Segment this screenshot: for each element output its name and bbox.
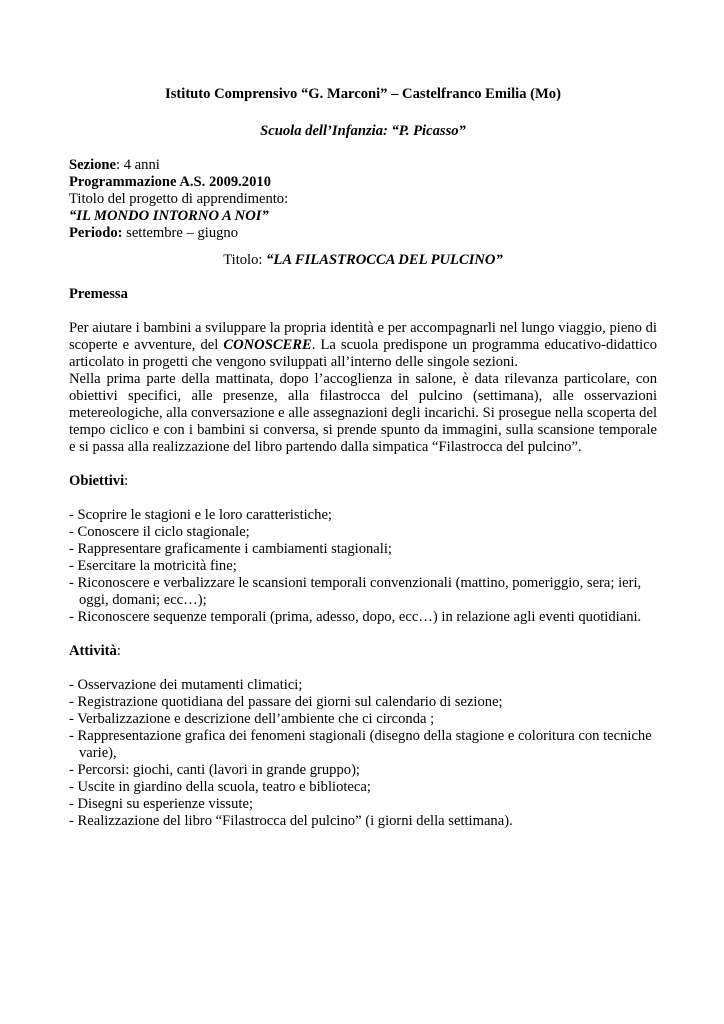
- premessa-p1-after: . La scuola predispone un programma educativo-didattico articolato in progetti che vengono sviluppati all’interno delle singole sezioni.: [69, 337, 658, 370]
- attivita-item: - Osservazione dei mutamenti climatici;: [69, 677, 303, 693]
- sezione-label: Sezione: [69, 157, 117, 173]
- attivita-heading-line: [69, 643, 657, 660]
- institute-heading: Istituto Comprensivo “G. Marconi” – Castelfranco Emilia (Mo): [165, 86, 561, 102]
- obiettivi-colon: :: [124, 473, 129, 489]
- titolo-progetto-label: Titolo del progetto di apprendimento:: [69, 191, 289, 207]
- programmazione-line: Programmazione A.S. 2009.2010: [69, 174, 271, 190]
- school-heading: Scuola dell’Infanzia: “P. Picasso”: [260, 123, 466, 139]
- obiettivo-item: - Conoscere il ciclo stagionale;: [69, 524, 250, 540]
- obiettivo-item: - Esercitare la motricità fine;: [69, 558, 237, 574]
- main-title-value: “LA FILASTROCCA DEL PULCINO”: [266, 252, 503, 268]
- periodo-label: Periodo:: [69, 225, 123, 241]
- attivita-item: - Percorsi: giochi, canti (lavori in grande gruppo);: [69, 762, 360, 778]
- premessa-paragraph-2: Nella prima parte della mattinata, dopo l’accoglienza in salone, è data rilevanza particolare, con obiettivi specifici, alle presenze, alla filastrocca del pulcino (settimana), alle osservazioni metereologiche, alla conversazione e alle assegnazioni degli incarichi. Si prosegue nella scoperta del tempo ciclico e con i bambini si conversa, si prende spunto da immagini, sulla scansione temporale e si passa alla realizzazione del libro partendo dalla simpatica “Filastrocca del pulcino”.: [69, 371, 657, 455]
- obiettivi-list: [69, 507, 657, 626]
- obiettivo-item: - Riconoscere sequenze temporali (prima, adesso, dopo, ecc…) in relazione agli eventi quotidiani.: [69, 609, 642, 625]
- premessa-p1-emph: CONOSCERE: [223, 337, 312, 353]
- obiettivi-heading-line: [69, 473, 657, 490]
- periodo-line: [69, 225, 657, 242]
- attivita-colon: :: [116, 643, 121, 659]
- obiettivo-item: - Rappresentare graficamente i cambiamenti stagionali;: [69, 541, 392, 557]
- attivita-item: - Disegni su esperienze vissute;: [69, 796, 253, 812]
- attivita-item: - Registrazione quotidiana del passare dei giorni sul calendario di sezione;: [69, 694, 503, 710]
- premessa-p1-before: Per aiutare i bambini a sviluppare la propria identità e per accompagnarli nel lungo viaggio, pieno di scoperte e avventure, del: [69, 320, 657, 353]
- attivita-heading: Attività: [69, 643, 117, 659]
- attivita-list: [69, 677, 657, 830]
- attivita-item: - Uscite in giardino della scuola, teatro e biblioteca;: [69, 779, 371, 795]
- obiettivo-item: - Riconoscere e verbalizzare le scansioni temporali convenzionali (mattino, pomeriggio, sera; ieri, oggi, domani; ecc…);: [69, 575, 642, 608]
- premessa-paragraph-1: [69, 320, 657, 371]
- titolo-progetto: “IL MONDO INTORNO A NOI”: [69, 208, 269, 224]
- document-page: [69, 86, 657, 830]
- attivita-item: - Rappresentazione grafica dei fenomeni stagionali (disegno della stagione e coloritura con tecniche varie),: [69, 728, 652, 761]
- sezione-line: [69, 157, 657, 174]
- obiettivi-heading: Obiettivi: [69, 473, 125, 489]
- premessa-heading: Premessa: [69, 286, 128, 302]
- main-title-label: Titolo:: [223, 252, 267, 268]
- obiettivo-item: - Scoprire le stagioni e le loro caratteristiche;: [69, 507, 332, 523]
- attivita-item: - Realizzazione del libro “Filastrocca del pulcino” (i giorni della settimana).: [69, 813, 513, 829]
- periodo-value: settembre – giugno: [122, 225, 239, 241]
- sezione-value: : 4 anni: [116, 157, 160, 173]
- main-title: [69, 252, 657, 269]
- attivita-item: - Verbalizzazione e descrizione dell’ambiente che ci circonda ;: [69, 711, 435, 727]
